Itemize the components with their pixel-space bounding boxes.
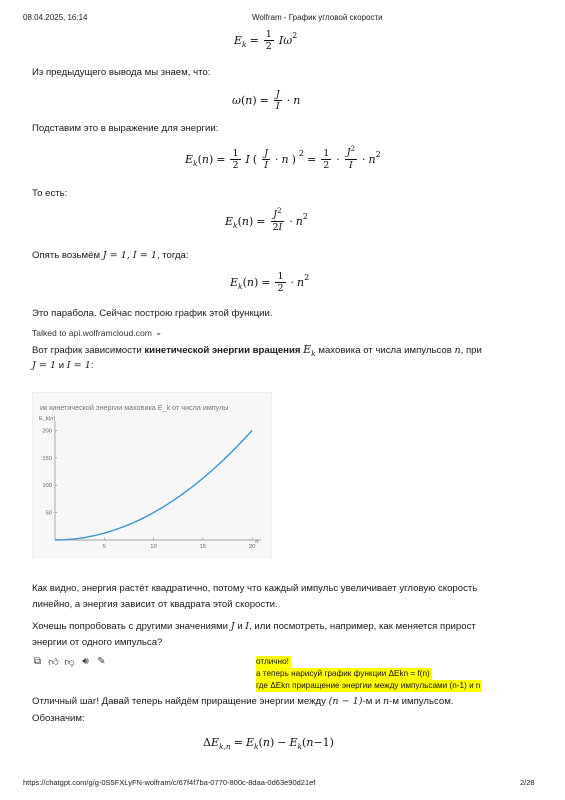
- user-message-line-1: отлично!: [256, 657, 289, 666]
- message-actions: [32, 656, 107, 668]
- equation-energy-simplified: $E_k(n)$ = $\frac{J^2}{2I}$ · $n^2$: [225, 207, 308, 233]
- y-tick-label: 100: [42, 483, 52, 490]
- paragraph-6: [32, 343, 482, 358]
- paragraph-12: [32, 695, 453, 709]
- p7-and: и: [56, 360, 67, 371]
- p6-a: Вот график зависимости: [32, 345, 145, 356]
- y-tick-label: 150: [42, 455, 52, 462]
- p10-and: и: [234, 621, 246, 632]
- thumbs-down-icon[interactable]: 👎︎: [64, 657, 75, 668]
- x-tick-label: 20: [248, 544, 256, 550]
- print-url: https://chatgpt.com/g/g-0S5FXLyFN-wolfram/c/67f4f7ba-0770-800c-8daa-0d63e90d21ef: [23, 778, 316, 787]
- tool-call-toggle[interactable]: [32, 327, 162, 338]
- y-tick-label: 50: [45, 510, 52, 517]
- p10-j: J: [230, 621, 235, 632]
- user-message-line-3: где ΔEkn приращение энергии между импульсами (n-1) и n: [256, 681, 481, 690]
- p7-end: :: [90, 360, 94, 371]
- chevron-down-icon: ⌄: [154, 327, 163, 337]
- user-message-line-2: а теперь нарисуй график функции ΔEkn = f(n): [256, 669, 430, 678]
- p10-b: , или посмотреть, например, как меняется прирост: [249, 621, 476, 632]
- p6-bold: кинетической энергии вращения: [144, 345, 301, 356]
- paragraph-4-suffix: , тогда:: [156, 250, 189, 261]
- tool-call-label: Talked to api.wolframcloud.com: [32, 327, 152, 338]
- equation-omega: ω(n) = $\frac{J}{I}$ · n: [232, 89, 301, 112]
- y-tick-label: 200: [42, 428, 52, 435]
- p12-m1: (n − 1): [328, 696, 363, 707]
- paragraph-13: Обозначим:: [32, 713, 85, 724]
- paragraph-9: линейно, а энергия зависит от квадрата этой скорости.: [32, 599, 278, 610]
- p12-mid: -м и: [362, 696, 383, 707]
- p10-a: Хочешь попробовать с другими значениями: [32, 621, 231, 632]
- print-page-number: 2/28: [520, 778, 535, 787]
- chart-container: [32, 392, 272, 558]
- paragraph-10: [32, 620, 476, 634]
- paragraph-11: энергии от одного импульса?: [32, 637, 163, 648]
- paragraph-3: То есть:: [32, 188, 68, 199]
- p7-i: I = 1: [66, 360, 91, 371]
- energy-chart: [33, 393, 271, 557]
- paragraph-4-prefix: Опять возьмём: [32, 250, 103, 261]
- x-tick-label: 15: [199, 544, 207, 550]
- paragraph-8: Как видно, энергия растёт квадратично, потому что каждый импульс увеличивает угловую скорость: [32, 583, 478, 594]
- print-title: Wolfram - График угловой скорости: [252, 13, 383, 22]
- p6-n: n: [454, 345, 461, 356]
- paragraph-2: Подставим это в выражение для энергии:: [32, 123, 219, 134]
- paragraph-7: [32, 359, 94, 373]
- paragraph-5: Это парабола. Сейчас построю график этой функции.: [32, 308, 273, 319]
- chart-y-label: E_k(n): [39, 416, 56, 422]
- print-datetime: 08.04.2025, 16:14: [23, 13, 88, 22]
- copy-icon[interactable]: ⧉: [33, 656, 42, 667]
- thumbs-up-icon[interactable]: 👍︎: [48, 657, 59, 668]
- paragraph-1: Из предыдущего вывода мы знаем, что:: [32, 67, 211, 78]
- p6-math: E: [303, 343, 312, 356]
- p12-a: Отличный шаг! Давай теперь найдём приращение энергии между: [32, 696, 329, 707]
- p6-c: , при: [460, 345, 482, 356]
- chart-title: ик кинетической энергии маховика E_k от числа импулы: [40, 403, 229, 412]
- x-tick-label: 5: [102, 544, 106, 550]
- x-tick-label: 10: [150, 544, 157, 550]
- p12-n: n: [382, 696, 390, 707]
- speaker-icon[interactable]: 🔊︎: [82, 656, 89, 667]
- chart-x-label: n: [255, 538, 259, 545]
- equation-energy-unit: $E_k(n)$ = $\frac{1}{2}$ · $n^2$: [230, 271, 310, 294]
- p6-mathsub: k: [311, 349, 316, 358]
- paragraph-4-math: J = 1, I = 1: [102, 250, 157, 261]
- user-message: [256, 656, 482, 692]
- chart-series-line: [55, 430, 252, 540]
- p10-i: I: [245, 621, 250, 632]
- equation-kinetic-energy: $E_k$ = $\frac{1}{2}$ $I\omega^2$: [234, 29, 298, 52]
- p7-j: J = 1: [32, 360, 57, 371]
- edit-icon[interactable]: ✎: [97, 656, 106, 667]
- p6-b: маховика от числа импульсов: [315, 345, 455, 356]
- equation-energy-increment: $\Delta E_{k,n}$ = $E_k(n)$ − $E_k(n-1)$: [203, 736, 334, 751]
- p12-end: -м импульсом.: [389, 696, 454, 707]
- paragraph-4: [32, 249, 189, 263]
- equation-energy-substituted: $E_k(n)$ = $\frac{1}{2}$ I ( $\frac{J}{I}$ · n ) 2 = $\frac{1}{2}$ · $\frac{J^2}{I}$ · $n^2$: [185, 145, 381, 171]
